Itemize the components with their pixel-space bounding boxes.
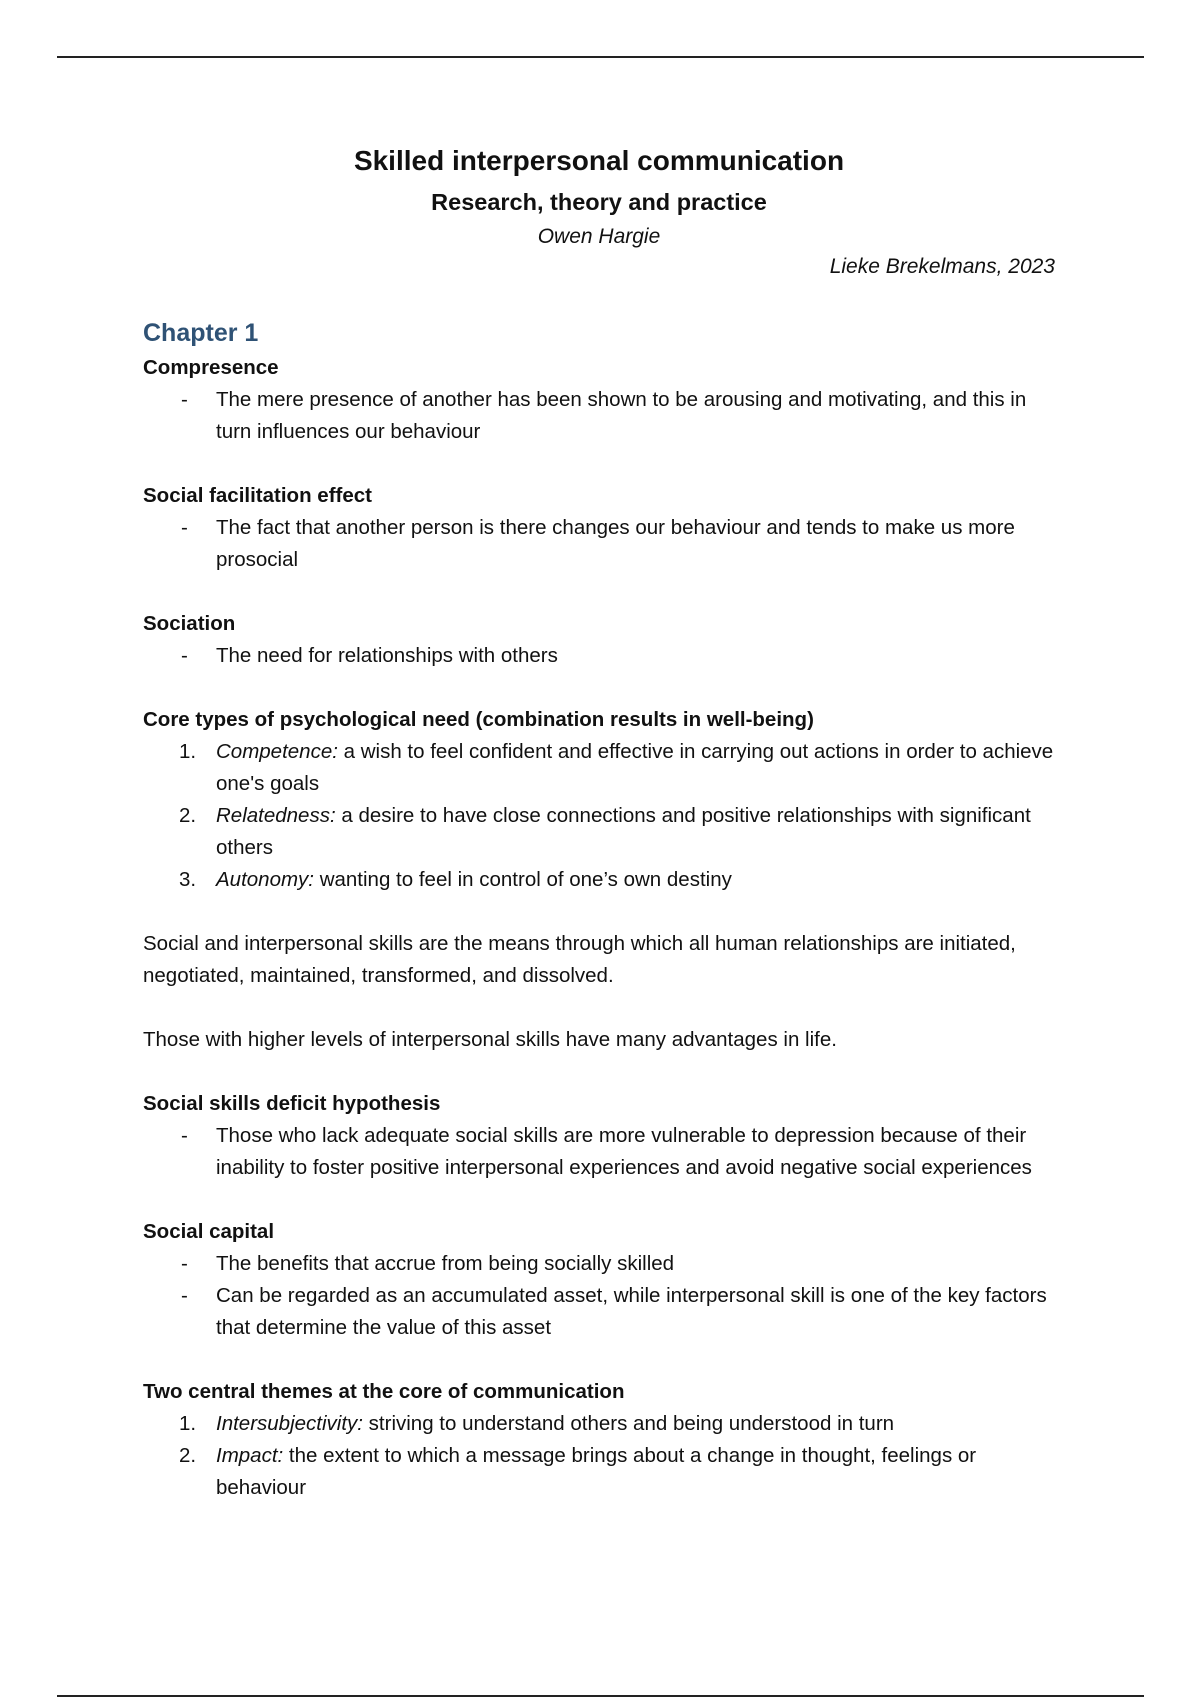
item-label: Impact:	[216, 1444, 284, 1467]
item-text: wanting to feel in control of one’s own destiny	[314, 868, 732, 891]
term-sociation: Sociation	[143, 612, 236, 635]
document-subtitle: Research, theory and practice	[431, 189, 767, 215]
social-capital-list	[143, 1248, 1055, 1344]
number-marker: 2.	[179, 804, 197, 827]
list-item	[143, 800, 1055, 864]
list-item-text: The need for relationships with others	[216, 644, 558, 667]
item-text: striving to understand others and being understood in turn	[362, 1412, 895, 1435]
list-item	[143, 384, 1055, 448]
list-item	[143, 736, 1055, 800]
item-text: a desire to have close connections and positive relationships with significant others	[216, 804, 1031, 859]
item-label: Autonomy:	[216, 868, 314, 891]
number-marker: 3.	[179, 868, 197, 891]
paragraph-advantages: Those with higher levels of interpersonal skills have many advantages in life.	[143, 1028, 837, 1051]
dash-marker: -	[181, 388, 188, 411]
paragraph-skills-means: Social and interpersonal skills are the means through which all human relationships are initiated, negotiated, maintained, transformed, and dissolved.	[143, 932, 1016, 987]
book-author: Owen Hargie	[537, 225, 661, 248]
term-central-themes: Two central themes at the core of communication	[143, 1380, 625, 1403]
social-facilitation-list	[143, 512, 1055, 576]
compresence-list	[143, 384, 1055, 448]
top-rule	[57, 56, 1144, 58]
term-core-needs: Core types of psychological need (combination results in well-being)	[143, 708, 814, 731]
item-label: Relatedness:	[216, 804, 336, 827]
document-title: Skilled interpersonal communication	[353, 145, 845, 176]
document-page	[143, 140, 1055, 1504]
list-item	[143, 1440, 1055, 1504]
dash-marker: -	[181, 1252, 188, 1275]
item-text: the extent to which a message brings about a change in thought, feelings or behaviour	[216, 1444, 977, 1499]
list-item	[143, 1248, 1055, 1280]
sociation-list	[143, 640, 1055, 672]
chapter-heading: Chapter 1	[143, 319, 259, 347]
term-deficit-hypothesis: Social skills deficit hypothesis	[143, 1092, 441, 1115]
list-item	[143, 1408, 1055, 1440]
dash-marker: -	[181, 1284, 188, 1307]
list-item	[143, 512, 1055, 576]
list-item-text: Can be regarded as an accumulated asset, while interpersonal skill is one of the key factors that determine the value of this asset	[216, 1284, 1047, 1339]
central-themes-list	[143, 1408, 1055, 1504]
term-social-facilitation: Social facilitation effect	[143, 484, 372, 507]
item-label: Competence:	[216, 740, 338, 763]
number-marker: 2.	[179, 1444, 197, 1467]
notes-author: Lieke Brekelmans, 2023	[829, 255, 1055, 278]
deficit-list	[143, 1120, 1055, 1184]
list-item	[143, 864, 1055, 896]
dash-marker: -	[181, 644, 188, 667]
term-compresence: Compresence	[143, 356, 279, 379]
dash-marker: -	[181, 516, 188, 539]
bottom-rule	[57, 1695, 1144, 1697]
list-item	[143, 640, 1055, 672]
list-item-text: The mere presence of another has been shown to be arousing and motivating, and this in turn influences our behaviour	[216, 388, 1027, 443]
list-item	[143, 1120, 1055, 1184]
dash-marker: -	[181, 1124, 188, 1147]
term-social-capital: Social capital	[143, 1220, 275, 1243]
list-item-text: The fact that another person is there changes our behaviour and tends to make us more prosocial	[216, 516, 1015, 571]
number-marker: 1.	[179, 740, 197, 763]
list-item-text: The benefits that accrue from being socially skilled	[216, 1252, 675, 1275]
list-item-text: Those who lack adequate social skills are more vulnerable to depression because of their inability to foster positive interpersonal experiences and avoid negative social experiences	[216, 1124, 1032, 1179]
list-item	[143, 1280, 1055, 1344]
item-text: a wish to feel confident and effective in carrying out actions in order to achieve one's goals	[216, 740, 1054, 795]
number-marker: 1.	[179, 1412, 197, 1435]
core-needs-list	[143, 736, 1055, 896]
item-label: Intersubjectivity:	[216, 1412, 363, 1435]
